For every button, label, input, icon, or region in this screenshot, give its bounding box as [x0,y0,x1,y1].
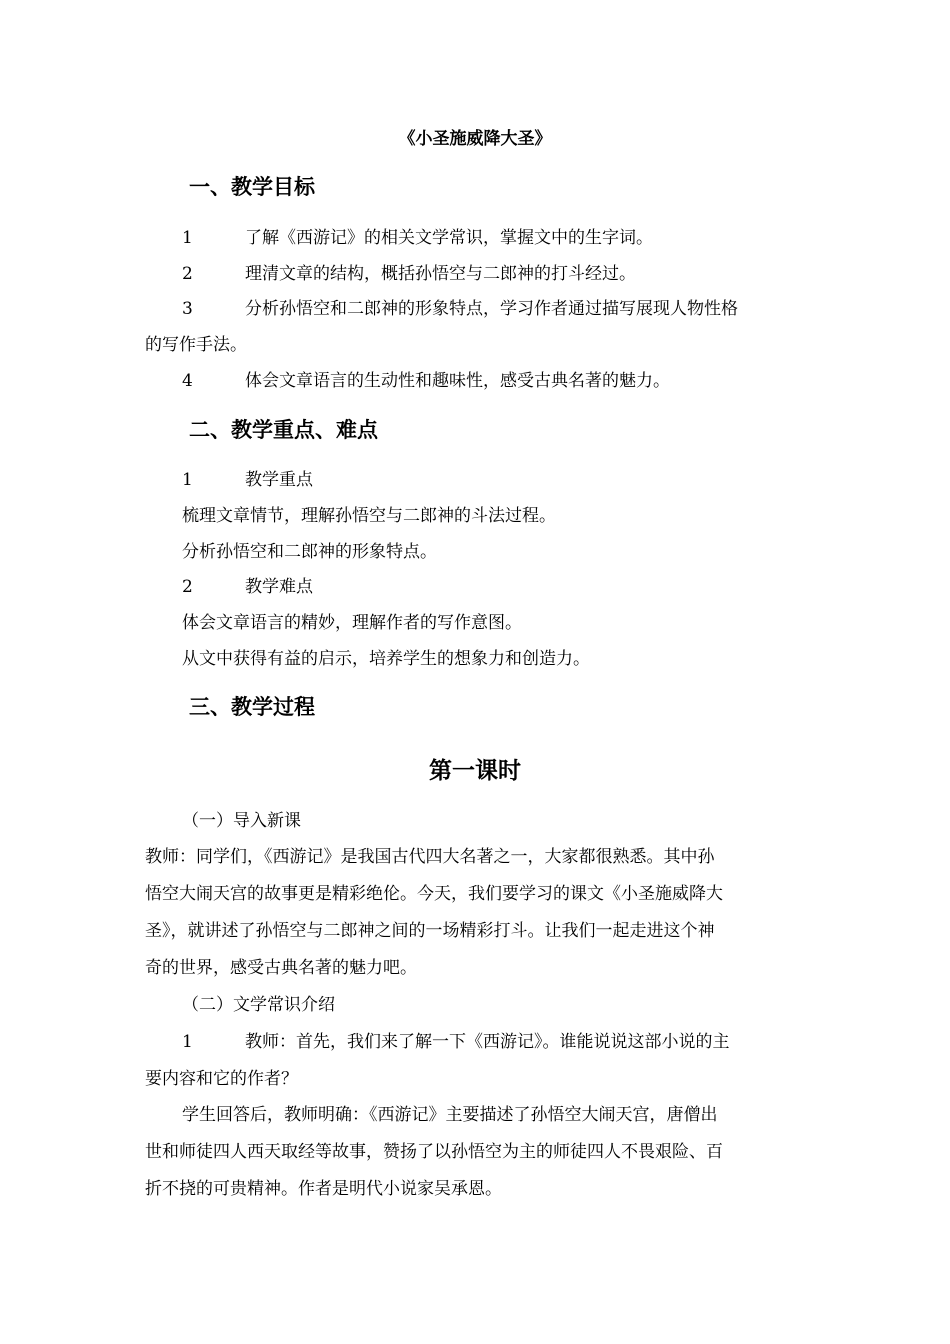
difficult-point-item: 体会文章语言的精妙，理解作者的写作意图。 [182,613,522,633]
intro-paragraph-line: 圣》，就讲述了孙悟空与二郎神之间的一场精彩打斗。让我们一起走进这个神 [145,921,715,941]
intro-paragraph-line: 教师：同学们，《西游记》是我国古代四大名著之一，大家都很熟悉。其中孙 [145,847,715,867]
objective-text: 了解《西游记》的相关文学常识，掌握文中的生字词。 [245,228,653,248]
difficult-point-number: 2 [182,577,193,597]
literature-item-text-continued: 要内容和它的作者？ [145,1069,298,1089]
part-label-literature: （二）文学常识介绍 [182,995,335,1015]
answer-paragraph-line: 学生回答后，教师明确：《西游记》主要描述了孙悟空大闹天宫，唐僧出 [182,1105,718,1125]
objective-number: 1 [182,228,193,248]
difficult-point-item: 从文中获得有益的启示，培养学生的想象力和创造力。 [182,649,590,669]
section-heading-key-points: 二、教学重点、难点 [189,418,378,442]
section-heading-objectives: 一、教学目标 [189,175,315,199]
objective-number: 3 [182,299,193,319]
literature-item-number: 1 [182,1032,193,1052]
objective-number: 4 [182,371,193,391]
objective-text: 体会文章语言的生动性和趣味性，感受古典名著的魅力。 [245,371,670,391]
document-title: 《小圣施威降大圣》 [398,129,552,149]
literature-item-text: 教师：首先，我们来了解一下《西游记》。谁能说说这部小说的主 [245,1032,730,1052]
lesson-title: 第一课时 [429,758,521,784]
intro-paragraph-line: 悟空大闹天宫的故事更是精彩绝伦。今天，我们要学习的课文《小圣施威降大 [145,884,723,904]
intro-paragraph-line: 奇的世界，感受古典名著的魅力吧。 [145,958,417,978]
difficult-point-label: 教学难点 [245,577,313,597]
key-point-item: 梳理文章情节，理解孙悟空与二郎神的斗法过程。 [182,506,556,526]
objective-number: 2 [182,264,193,284]
objective-text: 理清文章的结构，概括孙悟空与二郎神的打斗经过。 [245,264,636,284]
answer-paragraph-line: 折不挠的可贵精神。作者是明代小说家吴承恩。 [145,1179,502,1199]
objective-text: 分析孙悟空和二郎神的形象特点，学习作者通过描写展现人物性格 [245,299,738,319]
key-point-label: 教学重点 [245,470,313,490]
section-heading-process: 三、教学过程 [189,695,315,719]
objective-text-continued: 的写作手法。 [145,335,247,355]
key-point-number: 1 [182,470,193,490]
key-point-item: 分析孙悟空和二郎神的形象特点。 [182,542,437,562]
answer-paragraph-line: 世和师徒四人西天取经等故事，赞扬了以孙悟空为主的师徒四人不畏艰险、百 [145,1142,723,1162]
part-label-intro: （一）导入新课 [182,811,301,831]
